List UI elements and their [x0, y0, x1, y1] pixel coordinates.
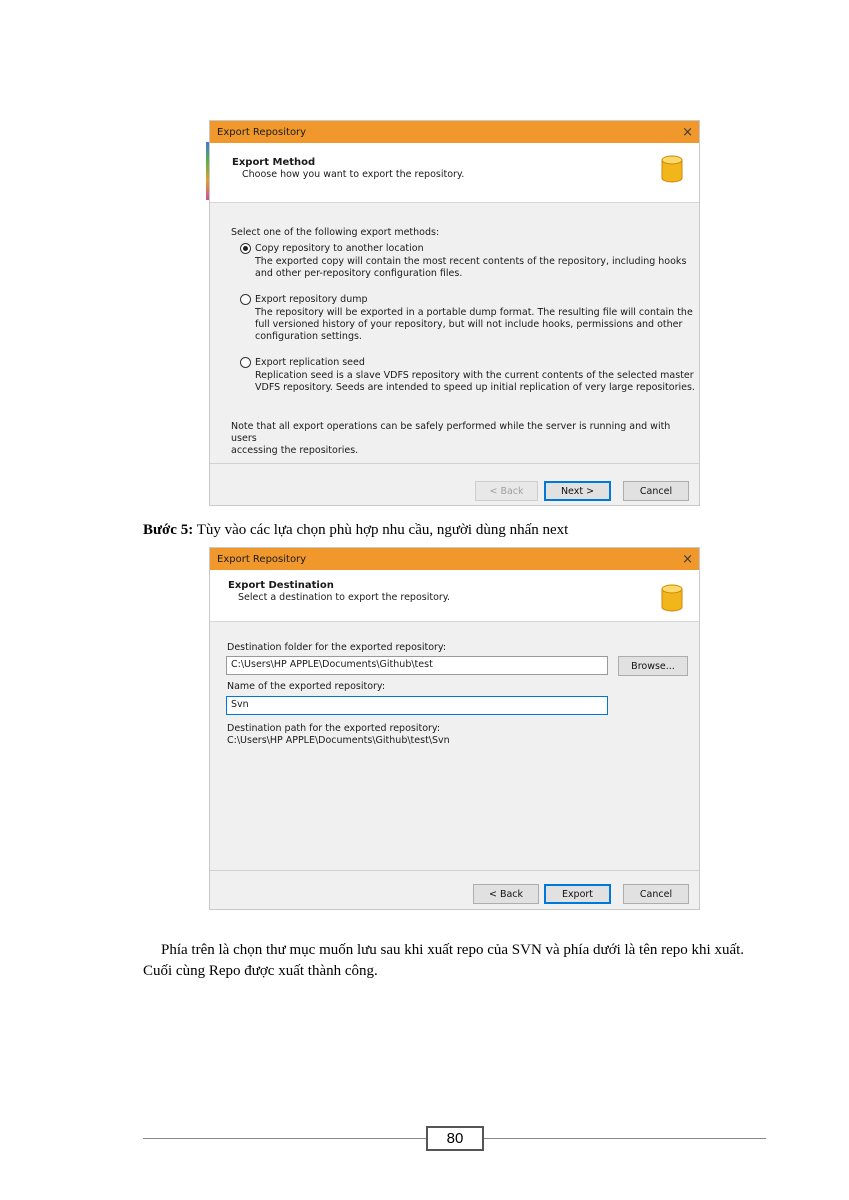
destination-path-label: Destination path for the exported repository:: [227, 723, 441, 734]
radio-replication-seed[interactable]: [240, 357, 251, 368]
destination-folder-input[interactable]: C:\Users\HP APPLE\Documents\Github\test: [226, 656, 608, 675]
dialog-title: Export Repository: [217, 126, 307, 138]
footer-rule-left: [143, 1138, 426, 1139]
footer-separator: [210, 463, 699, 464]
dialog-titlebar: [210, 121, 699, 143]
dialog-title: Export Repository: [217, 553, 307, 565]
export-button[interactable]: Export: [544, 884, 611, 904]
page-number: 80: [426, 1126, 484, 1151]
body-paragraph: Phía trên là chọn thư mục muốn lưu sau khi xuất repo của SVN và phía dưới là tên repo khi xuất. Cuối cùng Repo được xuất thành công.: [143, 942, 745, 979]
dialog-body: [210, 203, 699, 505]
radio-export-dump[interactable]: [240, 294, 251, 305]
footer-rule-right: [484, 1138, 766, 1139]
back-button[interactable]: < Back: [473, 884, 539, 904]
banner-title: Export Method: [232, 157, 316, 168]
option-copy-repository[interactable]: [240, 243, 686, 280]
note-line: accessing the repositories.: [231, 445, 359, 456]
option-desc-line: Replication seed is a slave VDFS repository with the current contents of the selected master: [255, 370, 694, 381]
option-label: Export replication seed: [255, 357, 365, 368]
step-label: Bước 5:: [143, 522, 194, 538]
option-export-dump[interactable]: [240, 294, 693, 343]
option-desc-line: The exported copy will contain the most recent contents of the repository, including hooks: [255, 256, 687, 267]
banner-subtitle: Select a destination to export the repository.: [238, 592, 451, 603]
next-button[interactable]: Next >: [544, 481, 611, 501]
dialog-banner: [210, 570, 699, 622]
note-line: Note that all export operations can be safely performed while the server is running and with users: [231, 421, 671, 444]
back-button[interactable]: < Back: [475, 481, 538, 501]
radio-copy-repository[interactable]: [240, 243, 251, 254]
export-destination-dialog: [209, 547, 700, 910]
step-text: Tùy vào các lựa chọn phù hợp nhu cầu, người dùng nhấn next: [193, 522, 569, 538]
browse-button[interactable]: Browse...: [618, 656, 688, 676]
option-desc-line: The repository will be exported in a portable dump format. The resulting file will contain the: [255, 307, 693, 318]
option-desc-line: full versioned history of your repository, but will not include hooks, permissions and other: [255, 319, 683, 330]
cancel-button[interactable]: Cancel: [623, 884, 689, 904]
banner-title: Export Destination: [228, 580, 334, 591]
dialog-banner: [210, 143, 699, 203]
option-label: Copy repository to another location: [255, 243, 424, 254]
database-icon: [661, 155, 683, 183]
option-label: Export repository dump: [255, 294, 368, 305]
option-desc-line: VDFS repository. Seeds are intended to speed up initial replication of very large repositories.: [255, 382, 695, 393]
option-desc-line: configuration settings.: [255, 331, 362, 342]
option-description: [240, 370, 695, 394]
dialog-body: [210, 622, 699, 909]
export-methods-prompt: Select one of the following export methods:: [231, 227, 440, 238]
dialog-titlebar: [210, 548, 699, 570]
close-icon[interactable]: ×: [682, 551, 693, 567]
export-method-dialog: [209, 120, 700, 506]
destination-folder-label: Destination folder for the exported repository:: [227, 642, 447, 653]
repository-name-label: Name of the exported repository:: [227, 681, 386, 692]
export-note: [231, 421, 699, 457]
step-caption: [143, 522, 568, 539]
option-description: [240, 256, 686, 280]
option-desc-line: and other per-repository configuration files.: [255, 268, 463, 279]
database-icon: [661, 584, 683, 612]
destination-path-value: C:\Users\HP APPLE\Documents\Github\test\Svn: [227, 735, 450, 746]
repository-name-input[interactable]: Svn: [226, 696, 608, 715]
banner-subtitle: Choose how you want to export the repository.: [242, 169, 465, 180]
cancel-button[interactable]: Cancel: [623, 481, 689, 501]
option-replication-seed[interactable]: [240, 357, 695, 394]
option-description: [240, 307, 693, 343]
close-icon[interactable]: ×: [682, 124, 693, 140]
footer-separator: [210, 870, 699, 871]
